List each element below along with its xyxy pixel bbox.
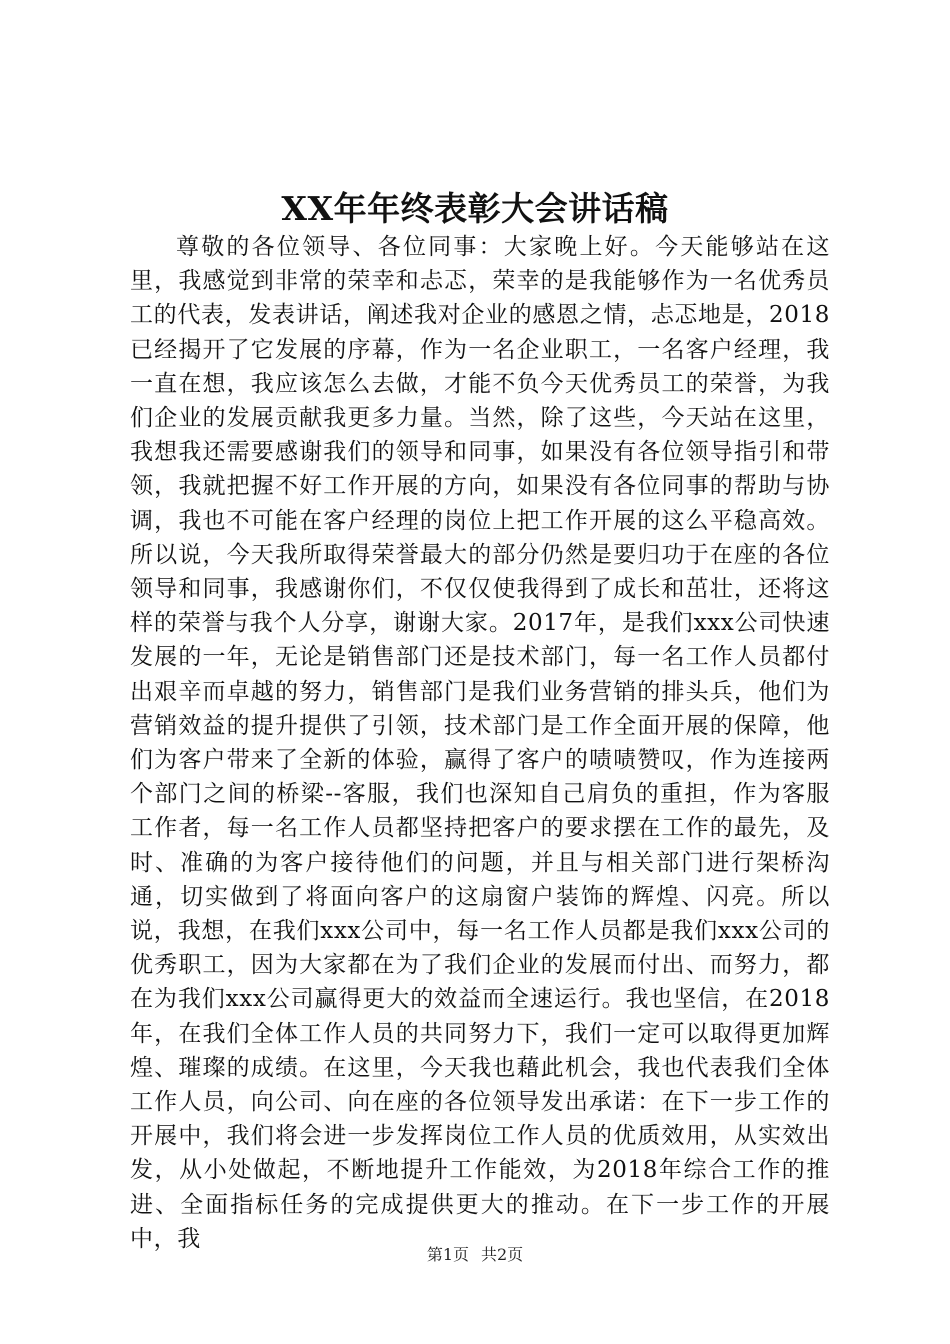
page-number-label: 第1页 [426, 1245, 469, 1264]
page-footer [0, 1244, 950, 1266]
total-pages-label: 共2页 [481, 1245, 524, 1264]
document-body-paragraph: 尊敬的各位领导、各位同事：大家晚上好。今天能够站在这里，我感觉到非常的荣幸和忐忑，荣幸的是我能够作为一名优秀员工的代表，发表讲话，阐述我对企业的感恩之情，忐忑地是，2018已经揭开了它发展的序幕，作为一名企业职工，一名客户经理，我一直在想，我应该怎么去做，才能不负今天优秀员工的荣誉，为我们企业的发展贡献我更多力量。当然，除了这些，今天站在这里，我想我还需要感谢我们的领导和同事，如果没有各位领导指引和带领，我就把握不好工作开展的方向，如果没有各位同事的帮助与协调，我也不可能在客户经理的岗位上把工作开展的这么平稳高效。所以说，今天我所取得荣誉最大的部分仍然是要归功于在座的各位领导和同事，我感谢你们，不仅仅使我得到了成长和茁壮，还将这样的荣誉与我个人分享，谢谢大家。2017年，是我们xxx公司快速发展的一年，无论是销售部门还是技术部门，每一名工作人员都付出艰辛而卓越的努力，销售部门是我们业务营销的排头兵，他们为营销效益的提升提供了引领，技术部门是工作全面开展的保障，他们为客户带来了全新的体验，赢得了客户的啧啧赞叹，作为连接两个部门之间的桥梁--客服，我们也深知自己肩负的重担，作为客服工作者，每一名工作人员都坚持把客户的要求摆在工作的最先，及时、准确的为客户接待他们的问题，并且与相关部门进行架桥沟通，切实做到了将面向客户的这扇窗户装饰的辉煌、闪亮。所以说，我想，在我们xxx公司中，每一名工作人员都是我们xxx公司的优秀职工，因为大家都在为了我们企业的发展而付出、而努力，都在为我们xxx公司赢得更大的效益而全速运行。我也坚信，在2018年，在我们全体工作人员的共同努力下，我们一定可以取得更加辉煌、璀璨的成绩。在这里，今天我也藉此机会，我也代表我们全体工作人员，向公司、向在座的各位领导发出承诺：在下一步工作的开展中，我们将会进一步发挥岗位工作人员的优质效用，从实效出发，从小处做起，不断地提升工作能效，为2018年综合工作的推进、全面指标任务的完成提供更大的推动。在下一步工作的开展中，我 [130, 234, 830, 1252]
document-title: XX年年终表彰大会讲话稿 [281, 189, 669, 228]
